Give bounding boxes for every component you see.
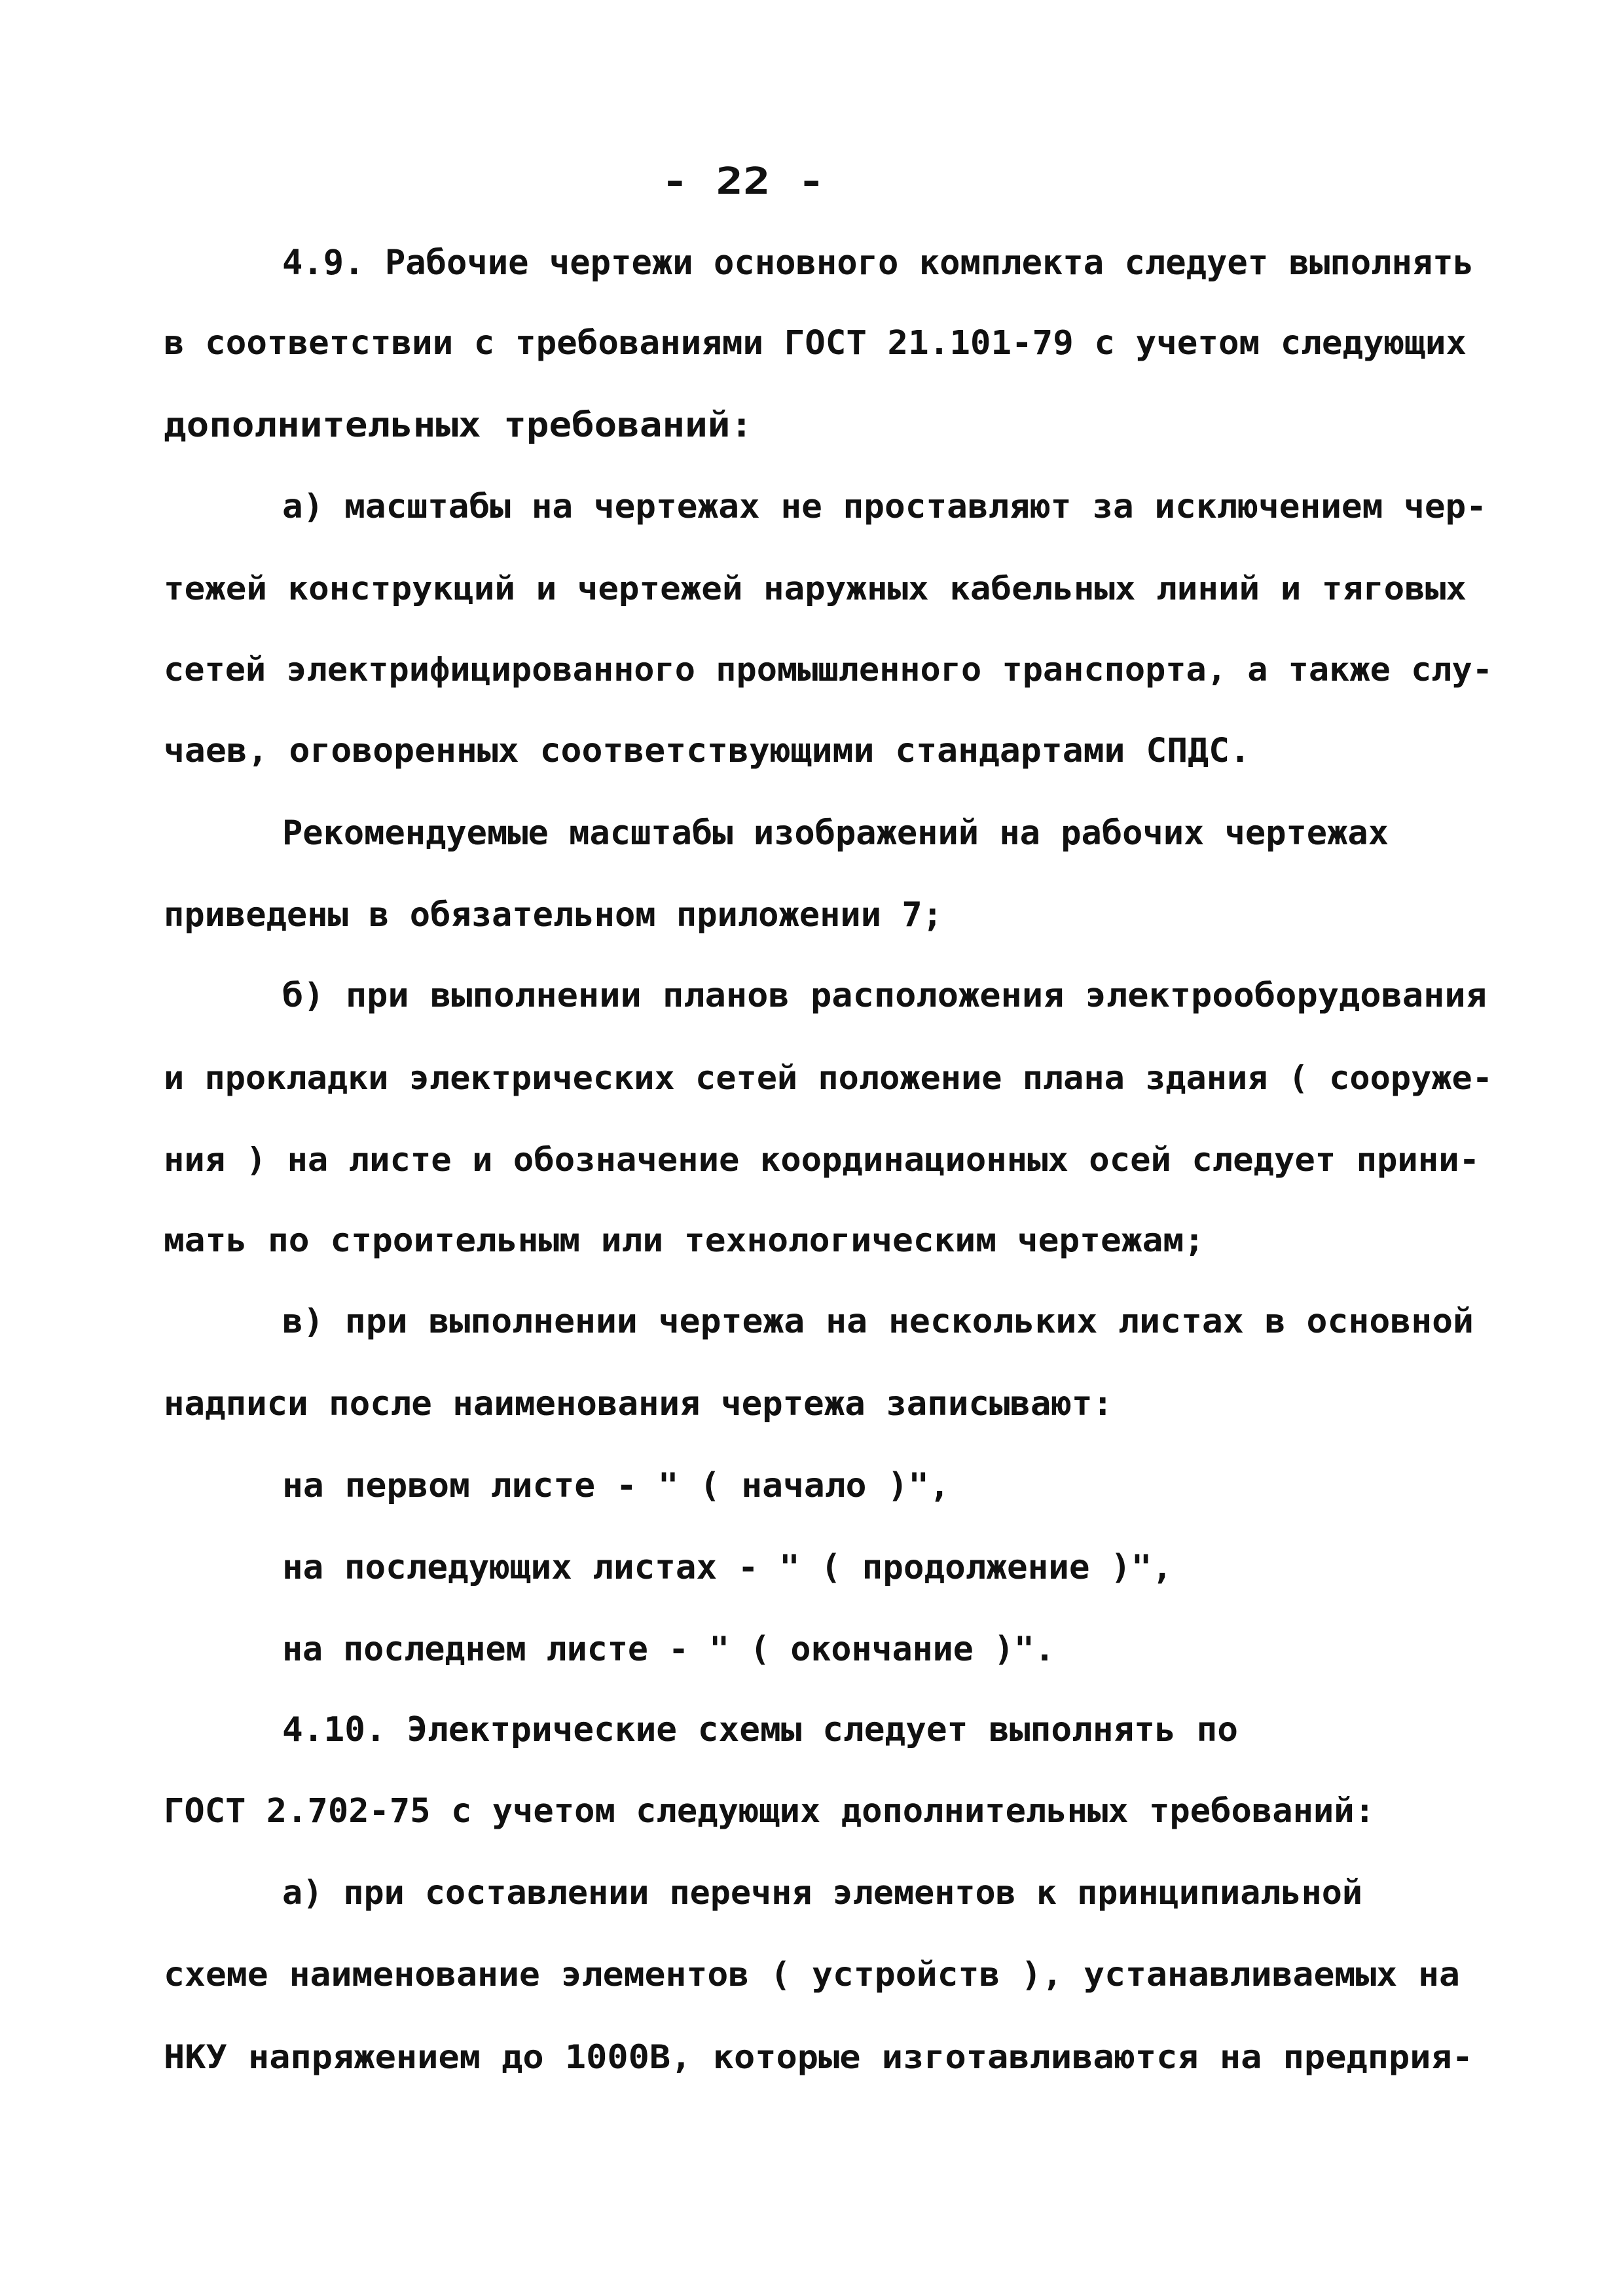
- text-line: б) при выполнении планов расположения электрооборудования: [282, 977, 1487, 1015]
- text-line: дополнительных требований:: [164, 405, 753, 445]
- text-line: на последующих листах - " ( продолжение )",: [282, 1548, 1173, 1587]
- text-line: на первом листе - " ( начало )",: [282, 1466, 950, 1505]
- text-line: 4.9. Рабочие чертежи основного комплекта следует выполнять: [282, 243, 1474, 283]
- text-line: на последнем листе - " ( окончание )".: [282, 1630, 1055, 1669]
- text-line: Рекомендуемые масштабы изображений на рабочих чертежах: [282, 814, 1389, 853]
- text-line: и прокладки электрических сетей положение плана здания ( сооруже-: [164, 1059, 1493, 1097]
- text-line: сетей электрифицированного промышленного транспорта, а также слу-: [164, 651, 1493, 689]
- text-line: мать по строительным или технологическим чертежам;: [164, 1221, 1205, 1259]
- page-number: - 22 -: [661, 160, 825, 203]
- text-line: схеме наименование элементов ( устройств ), устанавливаемых на: [164, 1956, 1460, 1994]
- text-line: в) при выполнении чертежа на нескольких листах в основной: [282, 1302, 1474, 1341]
- text-line: ГОСТ 2.702-75 с учетом следующих дополнительных требований:: [164, 1792, 1375, 1831]
- text-line: приведены в обязательном приложении 7;: [164, 895, 943, 935]
- text-line: чаев, оговоренных соответствующими стандартами СПДС.: [164, 732, 1251, 770]
- text-line: а) масштабы на чертежах не проставляют за исключением чер-: [282, 488, 1487, 526]
- text-line: 4.10. Электрические схемы следует выполнять по: [282, 1710, 1238, 1749]
- text-line: а) при составлении перечня элементов к принципиальной: [282, 1874, 1362, 1912]
- text-line: надписи после наименования чертежа записывают:: [164, 1384, 1113, 1424]
- text-line: НКУ напряжением до 1000В, которые изготавливаются на предприя-: [164, 2038, 1473, 2076]
- text-line: в соответствии с требованиями ГОСТ 21.101-79 с учетом следующих: [164, 324, 1467, 363]
- text-line: ния ) на листе и обозначение координационных осей следует прини-: [164, 1141, 1480, 1179]
- text-line: тежей конструкций и чертежей наружных кабельных линий и тяговых: [164, 570, 1467, 607]
